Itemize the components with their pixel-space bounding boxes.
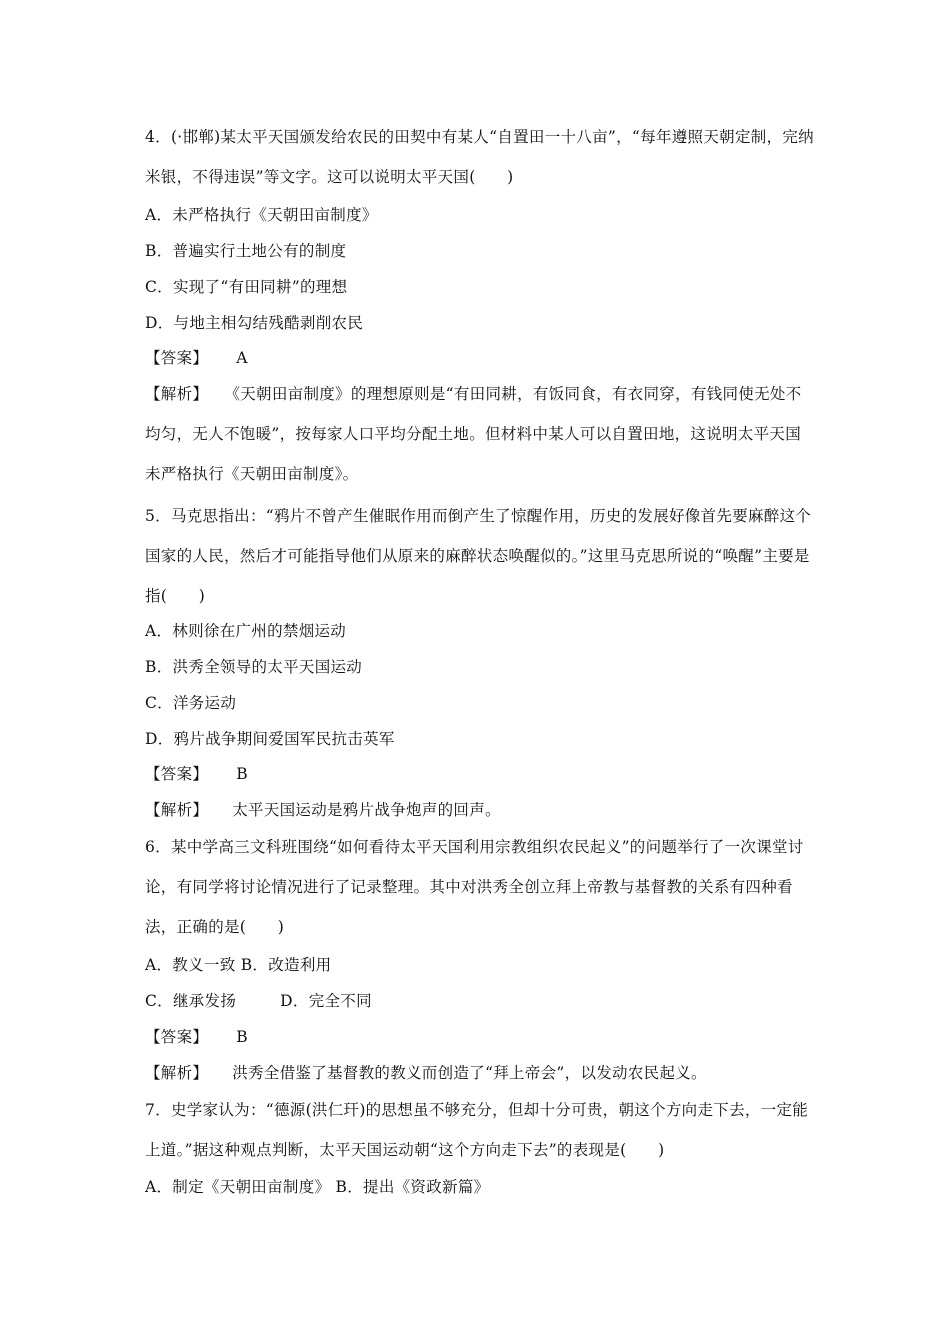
question-6-options-row-1: [145, 955, 815, 975]
question-4-answer: [145, 348, 815, 368]
question-4-analysis: [145, 374, 815, 494]
question-6-analysis: [145, 1063, 815, 1083]
question-7-options-row-1: [145, 1177, 815, 1197]
question-4-option-c: C．实现了“有田同耕”的理想: [145, 278, 348, 296]
question-4-stem: 4．(·邯郸)某太平天国颁发给农民的田契中有某人“自置田一十八亩”，“每年遵照天朝定制，完纳米银，不得违误”等文字。这可以说明太平天国( ): [145, 128, 814, 186]
question-5-stem: 5．马克思指出：“鸦片不曾产生催眠作用而倒产生了惊醒作用，历史的发展好像首先要麻醉这个国家的人民，然后才可能指导他们从原来的麻醉状态唤醒似的。”这里马克思所说的“唤醒”主要是指( ): [145, 507, 812, 605]
question-6-stem: 6．某中学高三文科班围绕“如何看待太平天国利用宗教组织农民起义”的问题举行了一次课堂讨论，有同学将讨论情况进行了记录整理。其中对洪秀全创立拜上帝教与基督教的关系有四种看法，正确的是( ): [145, 838, 804, 936]
question-5-option-b: B．洪秀全领导的太平天国运动: [145, 658, 363, 676]
question-5-analysis: [145, 800, 815, 820]
answer-value: B: [236, 1028, 248, 1046]
question-6-option-b: B．改造利用: [240, 956, 332, 974]
question-4-option-b: B．普遍实行土地公有的制度: [145, 242, 347, 260]
answer-tag: 【答案】: [145, 349, 209, 367]
question-6-option-d: D．完全不同: [280, 992, 372, 1010]
analysis-text: 《天朝田亩制度》的理想原则是“有田同耕，有饭同食，有衣同穿，有钱同使无处不均匀，无人不饱暖”，按每家人口平均分配土地。但材料中某人可以自置田地，这说明太平天国未严格执行《天朝田亩制度》。: [145, 385, 802, 483]
question-7-option-a: A．制定《天朝田亩制度》: [145, 1178, 331, 1196]
question-6-option-c: C．继承发扬: [145, 992, 237, 1010]
answer-value: A: [236, 349, 248, 367]
analysis-tag: 【解析】: [145, 385, 209, 403]
question-5-option-c: C．洋务运动: [145, 694, 237, 712]
answer-tag: 【答案】: [145, 765, 209, 783]
analysis-text: 太平天国运动是鸦片战争炮声的回声。: [232, 801, 501, 819]
analysis-tag: 【解析】: [145, 801, 209, 819]
question-4-option-d: D．与地主相勾结残酷剥削农民: [145, 314, 364, 332]
question-5-option-a: A．林则徐在广州的禁烟运动: [145, 622, 347, 640]
question-7-stem: 7．史学家认为：“德源(洪仁玕)的思想虽不够充分，但却十分可贵，朝这个方向走下去，一定能上道。”据这种观点判断，太平天国运动朝“这个方向走下去”的表现是( ): [145, 1101, 809, 1159]
question-4-option-a: A．未严格执行《天朝田亩制度》: [145, 206, 378, 224]
question-6-option-a: A．教义一致: [145, 956, 236, 974]
question-5-option-d: D．鸦片战争期间爱国军民抗击英军: [145, 730, 395, 748]
question-6-options-row-2: [145, 991, 815, 1011]
analysis-tag: 【解析】: [145, 1064, 209, 1082]
question-5-answer: [145, 764, 815, 784]
answer-tag: 【答案】: [145, 1028, 209, 1046]
question-7-option-b: B．提出《资政新篇》: [335, 1178, 490, 1196]
analysis-text: 洪秀全借鉴了基督教的教义而创造了“拜上帝会”，以发动农民起义。: [232, 1064, 707, 1082]
answer-value: B: [236, 765, 248, 783]
question-6-answer: [145, 1027, 815, 1047]
